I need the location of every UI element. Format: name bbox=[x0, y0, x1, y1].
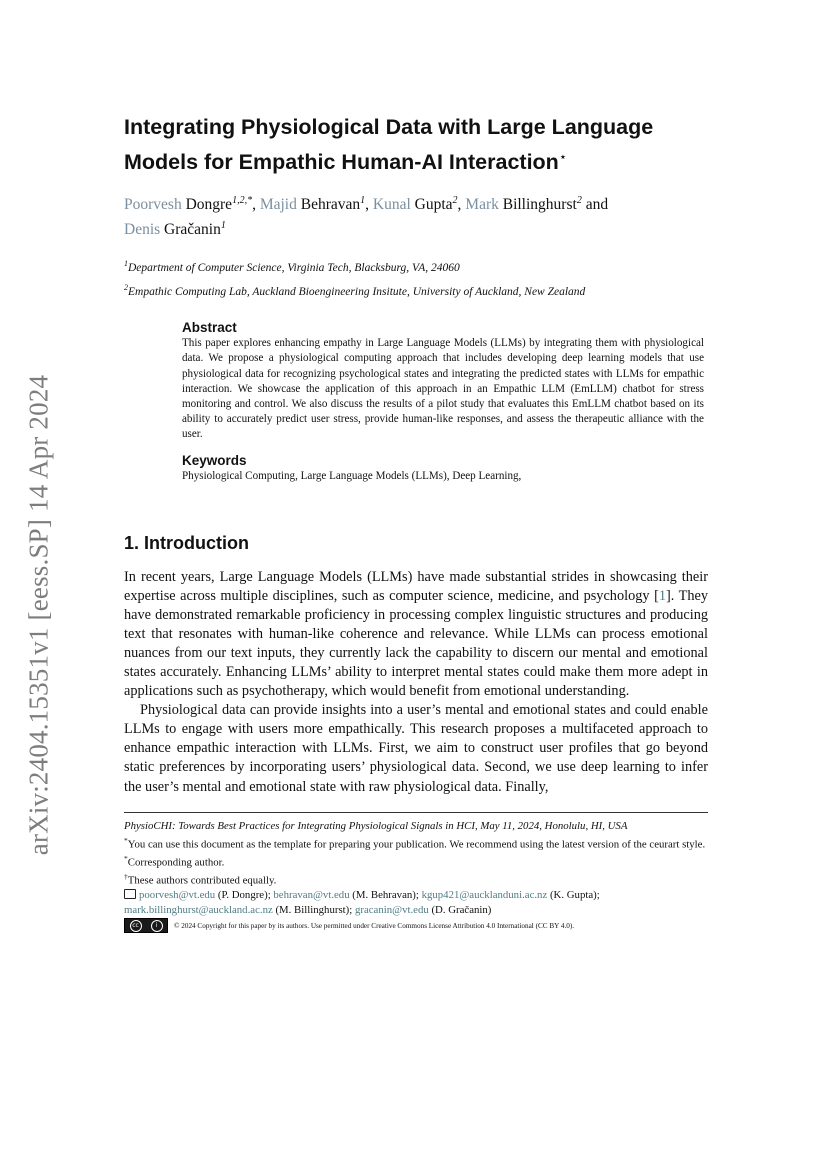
abstract-section bbox=[182, 320, 704, 483]
citation-link[interactable]: 1 bbox=[658, 587, 666, 604]
paper-first-page bbox=[124, 112, 708, 797]
footnote-template: *You can use this document as the template for preparing your publication. We recommend using the latest version of the ceurart style. bbox=[124, 835, 706, 851]
arxiv-identifier: arXiv:2404.15351v1 [eess.SP] 14 Apr 2024 bbox=[23, 374, 54, 856]
paper-title-text: Integrating Physiological Data with Large Language Models for Empathic Human-AI Interaction bbox=[124, 115, 654, 175]
footnote-equal-contribution: †These authors contributed equally. bbox=[124, 871, 277, 887]
author-5: Denis Gračanin$^1$ bbox=[124, 220, 226, 239]
intro-paragraph-2: Physiological data can provide insights into a user’s mental and emotional states and could enable LLMs to engage with users more empathically. This research proposes a multifaceted approach to enhance empathic interaction with LLMs. First, we aim to construct user profiles that go beyond static preferences by incorporating users’ physiological data. Second, we use deep learning to infer the user’s mental and emotional state with raw physiological data. Finally, bbox=[124, 702, 708, 795]
keywords-heading: Keywords bbox=[182, 452, 247, 468]
arxiv-side-stamp bbox=[24, 360, 54, 870]
email-link[interactable]: behravan@vt.edu bbox=[273, 889, 350, 902]
creative-commons-icon: cc i bbox=[124, 918, 168, 933]
abstract-heading: Abstract bbox=[182, 320, 237, 336]
abstract-text: This paper explores enhancing empathy in Large Language Models (LLMs) by integrating them with physiological data. We propose a physiological computing approach that includes developing deep learning models that use physiological data for recognizing psychological states and integrating the predicted states with LLMs for empathic interaction. We showcase the application of this approach in an Empathic LLM (EmLLM) chatbot for stress monitoring and control. We also discuss the results of a pilot study that evaluates this EmLLM chatbot based on its ability to accurately predict user stress, provide human-like responses, and assess the therapeutic alliance with the user. bbox=[182, 337, 704, 441]
author-3: Kunal Gupta$^2$, bbox=[372, 195, 466, 214]
email-link[interactable]: mark.billinghurst@auckland.ac.nz bbox=[124, 903, 273, 916]
footnote-corresponding: *Corresponding author. bbox=[124, 853, 225, 869]
email-link[interactable]: poorvesh@vt.edu bbox=[139, 889, 216, 902]
paper-title bbox=[124, 112, 708, 177]
email-list: poorvesh@vt.edu (P. Dongre); behravan@vt.edu (M. Behravan); kgup421@aucklanduni.ac.nz (K. Gupta); mark.billinghurst@auckland.ac.nz (M. Billinghurst); gracanin@vt.edu (D. Gračanin) bbox=[124, 889, 600, 916]
author-4: Mark Billinghurst$^2$ and bbox=[465, 195, 609, 214]
introduction-body bbox=[124, 568, 708, 797]
copyright-text: © 2024 Copyright for this paper by its authors. Use permitted under Creative Commons License Attribution 4.0 International (CC BY 4.0). bbox=[174, 921, 575, 930]
venue-note: PhysioCHI: Towards Best Practices for Integrating Physiological Signals in HCI, May 11, 2024, Honolulu, HI, USA bbox=[124, 820, 628, 832]
email-link[interactable]: gracanin@vt.edu bbox=[354, 903, 429, 916]
affiliations bbox=[124, 254, 708, 302]
intro-paragraph-1: In recent years, Large Language Models (LLMs) have made substantial strides in showcasing their expertise across multiple disciplines, such as computer science, medicine, and psychology [1]. They have demonstrated remarkable proficiency in processing complex linguistic structures and producing text that resonates with human-like coherence and relevance. While LLMs can process emotional nuances from our text inputs, they currently lack the capability to discern our mental and emotional states accurately. Enhancing LLMs’ ability to interpret mental states could make them more adept in applications such as psychotherapy, which would benefit from emotional understanding. bbox=[124, 568, 708, 700]
author-2: Majid Behravan$^1$, bbox=[259, 195, 373, 214]
author-list bbox=[124, 190, 708, 240]
copyright-line bbox=[124, 918, 708, 933]
affiliation-1: $^1$Department of Computer Science, Virginia Tech, Blacksburg, VA, 24060 bbox=[124, 259, 460, 275]
envelope-icon bbox=[124, 889, 136, 899]
introduction-heading: 1. Introduction bbox=[124, 532, 249, 553]
author-1: Poorvesh Dongre$^{1,2,*}$, bbox=[124, 195, 260, 214]
affiliation-2: $^2$Empathic Computing Lab, Auckland Bioengineering Insitute, University of Auckland, New Zealand bbox=[124, 283, 586, 299]
footnotes bbox=[124, 812, 708, 933]
keywords-text: Physiological Computing, Large Language Models (LLMs), Deep Learning, bbox=[182, 469, 522, 482]
title-footnote-mark: ⋆ bbox=[558, 149, 567, 164]
email-link[interactable]: kgup421@aucklanduni.ac.nz bbox=[421, 889, 548, 902]
